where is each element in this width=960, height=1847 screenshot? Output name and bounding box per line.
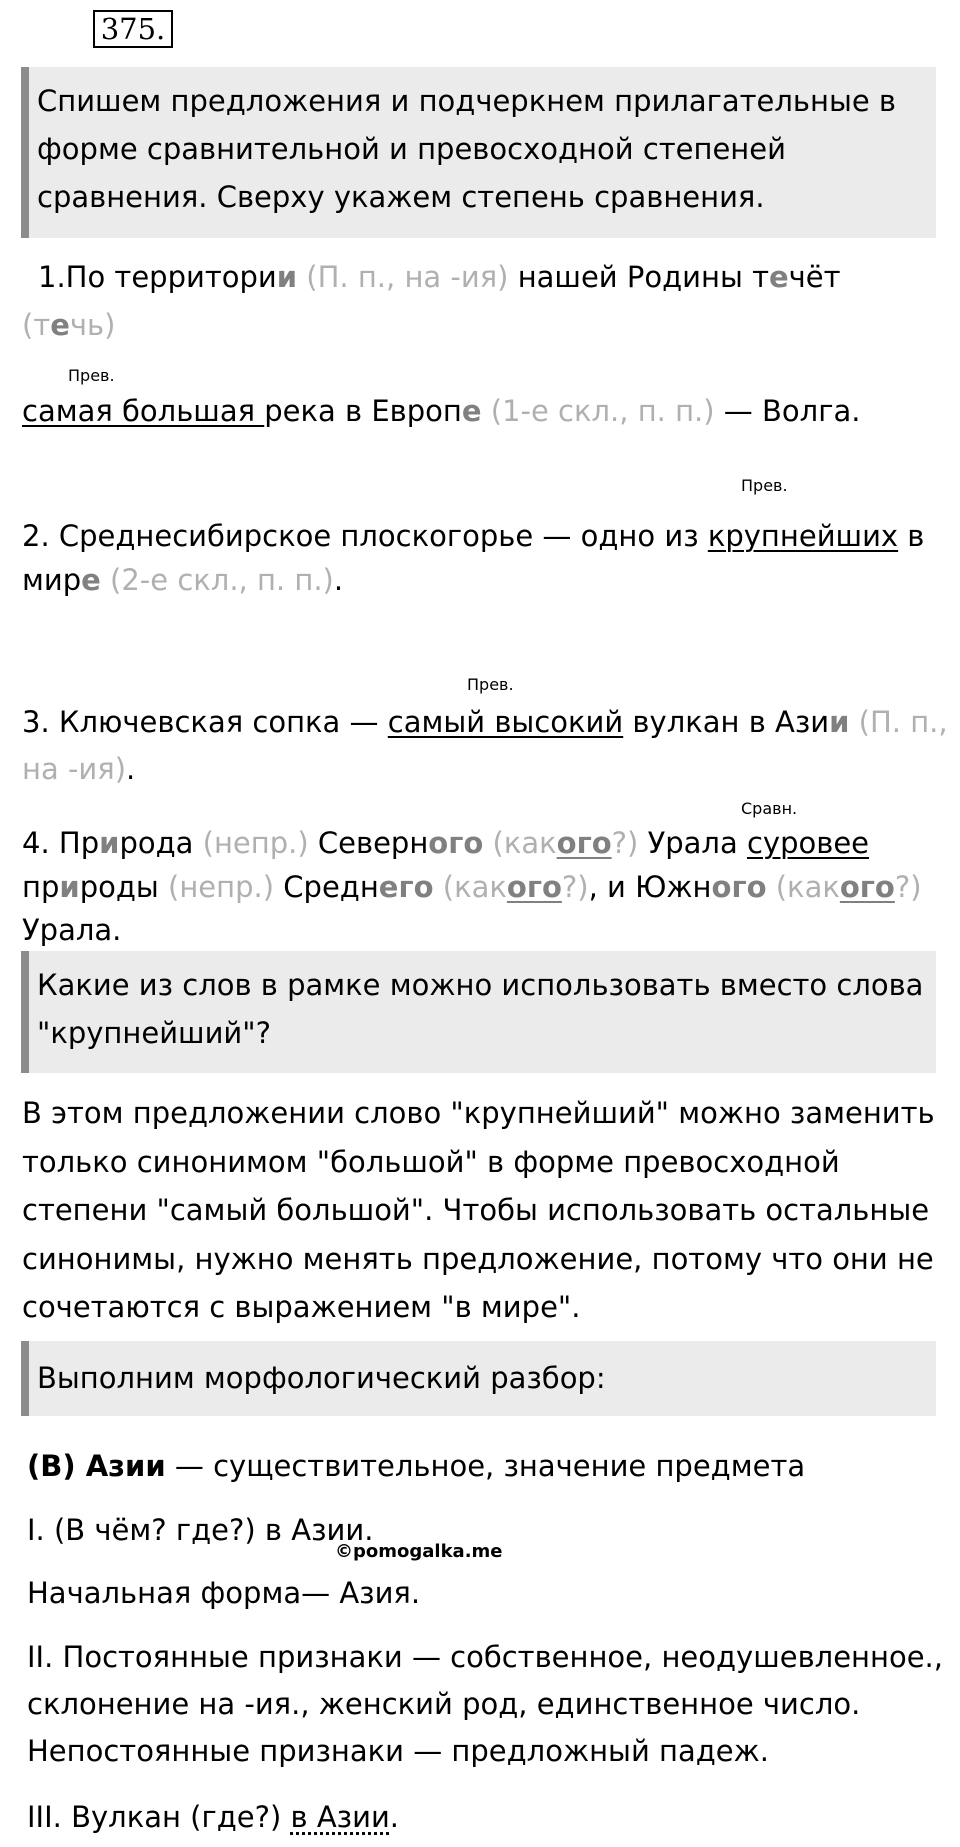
answer-line: степени "самый большой". Чтобы использовать остальные	[22, 1193, 930, 1227]
watermark: ©pomogalka.me	[335, 1541, 503, 1562]
morph-ii-line: II. Постоянные признаки — собственное, неодушевленное.,	[27, 1640, 943, 1674]
task-line: "крупнейший"?	[37, 1016, 271, 1050]
degree-label: Прев.	[467, 675, 514, 694]
sentence-1-line-1: 1.По территории (П. п., на -ия) нашей Родины течёт	[38, 260, 841, 294]
superlative-underline: самый высокий	[387, 705, 624, 739]
answer-line: только синонимом "большой" в форме превосходной	[22, 1144, 840, 1179]
task-line: Какие из слов в рамке можно использовать вместо слова	[37, 968, 924, 1002]
sentence-4-line-1: 4. Природа (непр.) Северного (какого?) Урала суровее	[22, 826, 870, 860]
superlative-underline: крупнейших	[707, 519, 899, 553]
morph-title: (В) Азии — существительное, значение предмета	[27, 1449, 806, 1483]
task-block-1	[21, 67, 936, 238]
morph-iii: III. Вулкан (где?) в Азии.	[27, 1800, 400, 1834]
task-line: Спишем предложения и подчеркнем прилагательные в	[37, 84, 897, 118]
morph-i: I. (В чём? где?) в Азии.	[27, 1513, 374, 1547]
sentence-3-line-1: 3. Ключевская сопка — самый высокий вулкан в Азии (П. п.,	[22, 705, 948, 739]
exercise-number: 375.	[93, 10, 173, 48]
adverbial-underline: в Азии	[290, 1800, 390, 1834]
answer-line: синонимы, нужно менять предложение, потому что они не	[22, 1241, 934, 1276]
sentence-3-line-2: на -ия).	[22, 752, 136, 786]
superlative-underline: самая большая	[22, 394, 265, 428]
morph-ii-line: склонение на -ия., женский род, единственное число.	[27, 1687, 861, 1721]
task-block-2	[21, 951, 936, 1073]
answer-line: В этом предложении слово "крупнейший" можно заменить	[22, 1096, 935, 1130]
degree-label: Прев.	[741, 476, 788, 495]
sentence-2-line-2: мире (2-е скл., п. п.).	[22, 563, 344, 597]
sentence-1-line-3: самая большая река в Европе (1-е скл., п. п.) — Волга.	[22, 394, 861, 428]
morph-ii-line: Непостоянные признаки — предложный падеж.	[27, 1734, 769, 1768]
sentence-2-line-1: 2. Среднесибирское плоскогорье — одно из крупнейших в	[22, 519, 925, 553]
morph-ii	[27, 1634, 943, 1775]
task-line: Выполним морфологический разбор:	[37, 1361, 606, 1395]
comparative-underline: суровее	[746, 826, 870, 860]
sentence-4-line-3: Урала.	[22, 913, 122, 947]
answer-paragraph	[22, 1089, 935, 1332]
degree-label: Прев.	[68, 366, 115, 385]
morph-initial-form: Начальная форма— Азия.	[27, 1576, 421, 1610]
task-block-3	[21, 1341, 936, 1416]
degree-label: Сравн.	[741, 799, 798, 818]
task-line: форме сравнительной и превосходной степеней	[37, 132, 786, 166]
sentence-4-line-2: природы (непр.) Среднего (какого?), и Южного (какого?)	[22, 870, 922, 904]
sentence-1-line-2: (течь)	[22, 308, 116, 342]
answer-line: сочетаются с выражением "в мире".	[22, 1290, 581, 1324]
task-line: сравнения. Сверху укажем степень сравнения.	[37, 180, 765, 214]
